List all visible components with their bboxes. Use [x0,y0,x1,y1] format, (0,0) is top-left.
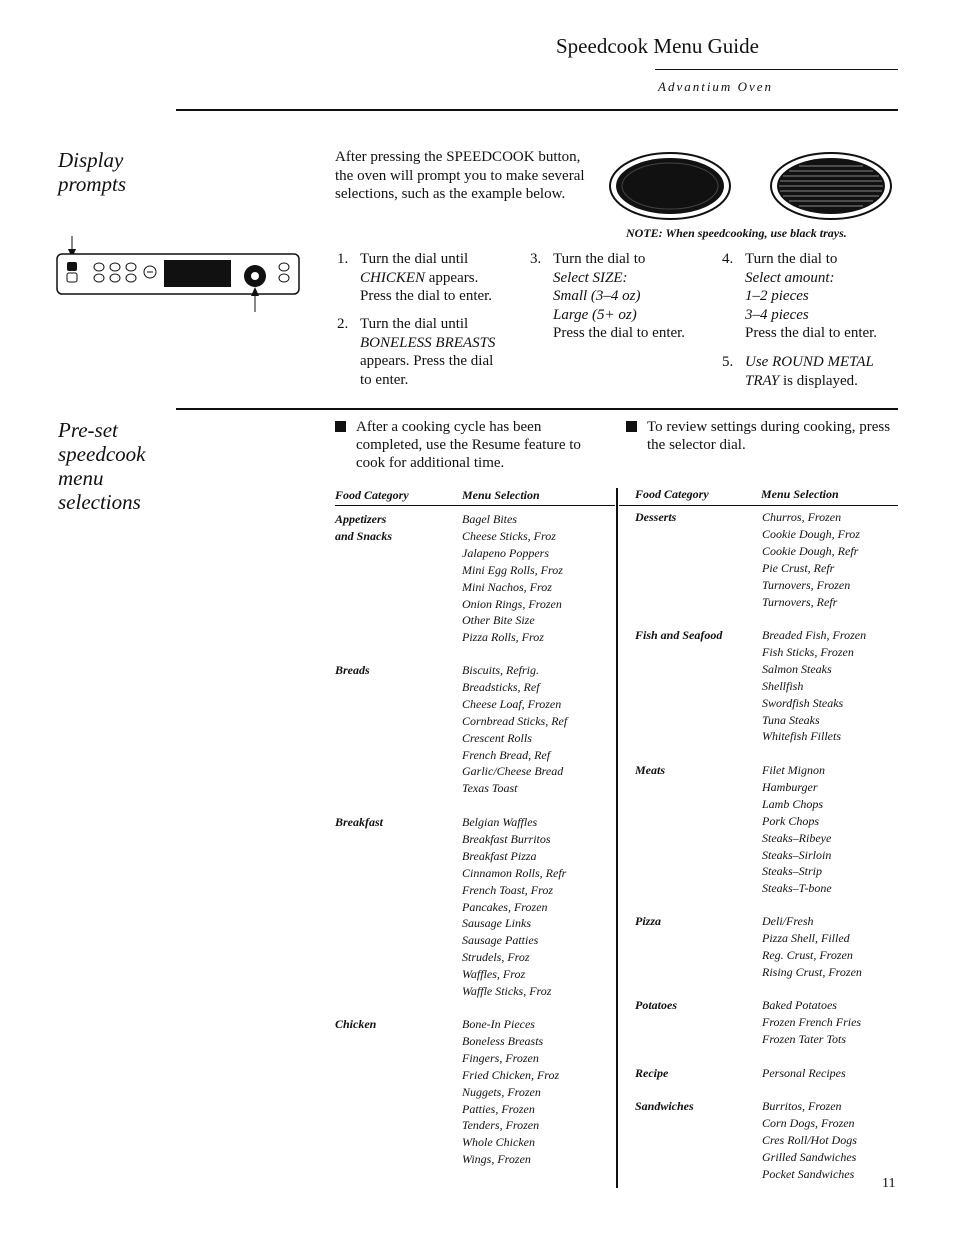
step-line: Press the dial to enter. [360,288,493,305]
left-col-header-selection: Menu Selection [462,488,540,502]
menu-item: Fingers, Frozen [462,1050,539,1065]
category-potatoes: Potatoes [635,998,677,1012]
step-line: Turn the dial until [360,251,469,267]
round-tray-ribbed-illustration [769,150,893,222]
left-col-header-category: Food Category [335,488,409,502]
menu-list-appetizers [462,511,563,646]
page-number: 11 [882,1176,896,1191]
menu-item: Frozen French Fries [762,1014,862,1029]
menu-list-pizza [762,913,862,981]
right-header-rule [619,505,898,506]
menu-item: Other Bite Size [462,613,535,628]
header-divider [176,109,898,111]
menu-item: Mini Egg Rolls, Froz [462,562,563,577]
bullet-square-icon [626,421,637,432]
column-divider [616,488,618,1188]
step-line: Small (3–4 oz) [553,288,641,305]
step-5 [722,353,902,393]
menu-item: Breakfast Burritos [462,831,551,846]
menu-item: Steaks–Strip [762,864,822,879]
menu-item: Crescent Rolls [462,730,532,745]
category-breads: Breads [335,663,370,677]
menu-item: French Bread, Ref [462,747,551,762]
menu-item: Pocket Sandwiches [762,1166,855,1181]
menu-item: Steaks–T-bone [762,881,832,896]
menu-item: Rising Crust, Frozen [762,964,862,979]
tray-note: NOTE: When speedcooking, use black trays. [626,226,847,240]
section-heading-display-prompts: Display prompts [58,148,127,196]
left-header-rule [335,505,615,506]
menu-list-recipe [762,1065,846,1082]
menu-item: Hamburger [762,779,818,794]
step-line: Use ROUND METAL [745,354,874,370]
menu-item: Tenders, Frozen [462,1118,540,1133]
bullet-review [626,418,896,458]
menu-item: Pork Chops [762,813,819,828]
menu-item: Pancakes, Frozen [462,899,548,914]
menu-item: Turnovers, Frozen [762,577,851,592]
menu-item: Biscuits, Refrig. [462,663,539,677]
menu-item: Pizza Shell, Filled [762,930,850,945]
menu-item: Steaks–Ribeye [762,830,832,845]
menu-item: Mini Nachos, Froz [462,579,552,594]
menu-list-meats [762,762,832,897]
step-line: Large (5+ oz) [553,306,637,323]
menu-item: Swordfish Steaks [762,695,844,710]
menu-item: Whole Chicken [462,1135,535,1150]
menu-item: Whitefish Fillets [762,729,841,744]
category-sandwiches: Sandwiches [635,1099,694,1113]
menu-item: Bone-In Pieces [462,1017,535,1031]
category-appetizers: Appetizers and Snacks [335,512,393,543]
menu-item: Bagel Bites [462,512,517,526]
category-chicken: Chicken [335,1017,377,1031]
menu-list-fish-seafood [762,627,866,745]
menu-item: Nuggets, Frozen [462,1084,541,1099]
step-line: TRAY is displayed. [745,372,858,389]
menu-list-sandwiches [762,1098,857,1183]
step-line: Select SIZE: [553,269,628,286]
menu-item: Boneless Breasts [462,1033,544,1048]
menu-item: Breakfast Pizza [462,848,537,863]
bullet-square-icon [335,421,346,432]
menu-item: Fried Chicken, Froz [462,1067,560,1082]
category-desserts: Desserts [635,510,677,524]
menu-item: Breaded Fish, Frozen [762,628,867,642]
page-title: Speedcook Menu Guide [556,34,759,58]
menu-item: Frozen Tater Tots [762,1031,847,1046]
right-col-header-selection: Menu Selection [761,487,839,501]
menu-item: Personal Recipes [762,1066,846,1080]
section-divider [176,408,898,410]
menu-item: Cookie Dough, Refr [762,543,859,558]
menu-item: Wings, Frozen [462,1152,531,1167]
menu-item: Cornbread Sticks, Ref [462,713,568,728]
menu-item: Lamb Chops [762,796,824,811]
step-line: appears. Press the dial [360,353,494,370]
menu-item: Waffles, Froz [462,967,526,982]
menu-item: Churros, Frozen [762,510,842,524]
step-text [553,250,685,343]
step-line: 1–2 pieces [745,288,809,305]
step-3 [530,250,710,350]
category-meats: Meats [635,763,665,777]
step-text [745,250,877,343]
bullet-text: To review settings during cooking, press the selector dial. [647,419,891,453]
menu-item: Deli/Fresh [762,914,814,928]
menu-item: Filet Mignon [762,763,825,777]
step-line: Turn the dial to [745,251,838,267]
menu-item: Cheese Loaf, Frozen [462,696,562,711]
menu-item: Reg. Crust, Frozen [762,947,853,962]
step-line: 3–4 pieces [745,306,809,323]
menu-item: Breadsticks, Ref [462,679,540,694]
bullet-resume [335,418,605,474]
category-recipe: Recipe [635,1066,669,1080]
category-pizza: Pizza [635,914,662,928]
round-tray-plain-illustration [608,150,732,222]
menu-item: Patties, Frozen [462,1101,535,1116]
step-line: Turn the dial until [360,316,469,332]
menu-item: Tuna Steaks [762,712,820,727]
control-panel-illustration [56,236,302,314]
menu-item: Jalapeno Poppers [462,545,549,560]
menu-list-potatoes [762,997,861,1048]
menu-item: Cinnamon Rolls, Refr [462,865,567,880]
menu-item: Sausage Patties [462,933,539,948]
menu-item: Onion Rings, Frozen [462,596,562,611]
menu-item: Cookie Dough, Froz [762,526,860,541]
step-line: BONELESS BREASTS [360,334,496,351]
menu-item: Cres Roll/Hot Dogs [762,1132,857,1147]
category-breakfast: Breakfast [335,815,383,829]
menu-item: Texas Toast [462,781,518,796]
step-number: 5. [722,354,734,370]
step-text [360,315,495,389]
menu-item: Strudels, Froz [462,950,530,965]
menu-item: Salmon Steaks [762,661,832,676]
menu-item: Pizza Rolls, Froz [462,630,544,645]
intro-paragraph: After pressing the SPEEDCOOK button, the oven will prompt you to make several selections, such as the example below. [335,149,585,203]
step-line: Turn the dial to [553,251,646,267]
step-text [745,353,874,390]
step-number: 3. [530,251,542,267]
menu-list-breakfast [462,814,566,1000]
section-heading-preset-selections: Pre-set speedcook menu selections [58,418,146,514]
menu-item: Belgian Waffles [462,815,538,829]
bullet-text: After a cooking cycle has been completed, use the Resume feature to cook for additional time. [356,419,581,471]
menu-list-desserts [762,509,860,610]
menu-item: Waffle Sticks, Froz [462,984,552,999]
menu-item: Corn Dogs, Frozen [762,1115,855,1130]
step-line: Press the dial to enter. [745,325,878,342]
step-line: to enter. [360,371,409,388]
menu-item: Cheese Sticks, Froz [462,528,556,543]
menu-item: Garlic/Cheese Bread [462,764,564,779]
menu-item: Shellfish [762,678,804,693]
step-line: Press the dial to enter. [553,325,686,342]
menu-list-breads [462,662,567,797]
menu-item: Grilled Sandwiches [762,1149,857,1164]
step-number: 4. [722,251,734,267]
step-number: 2. [337,316,349,332]
step-text [360,250,492,306]
menu-item: Fish Sticks, Frozen [762,644,854,659]
step-1 [337,250,517,325]
menu-item: French Toast, Froz [462,882,554,897]
menu-item: Burritos, Frozen [762,1099,842,1113]
menu-list-chicken [462,1016,559,1168]
step-2 [337,315,517,395]
menu-item: Turnovers, Refr [762,594,838,609]
category-fish-seafood: Fish and Seafood [635,628,723,642]
header-rule [655,69,898,70]
step-4 [722,250,902,350]
menu-item: Pie Crust, Refr [762,560,835,575]
step-line: Select amount: [745,269,835,286]
menu-item: Baked Potatoes [762,998,837,1012]
page-subtitle: Advantium Oven [658,79,774,94]
menu-item: Sausage Links [462,916,531,931]
step-number: 1. [337,251,349,267]
step-line: CHICKEN appears. [360,269,479,286]
menu-item: Steaks–Sirloin [762,847,832,862]
right-col-header-category: Food Category [635,487,709,501]
